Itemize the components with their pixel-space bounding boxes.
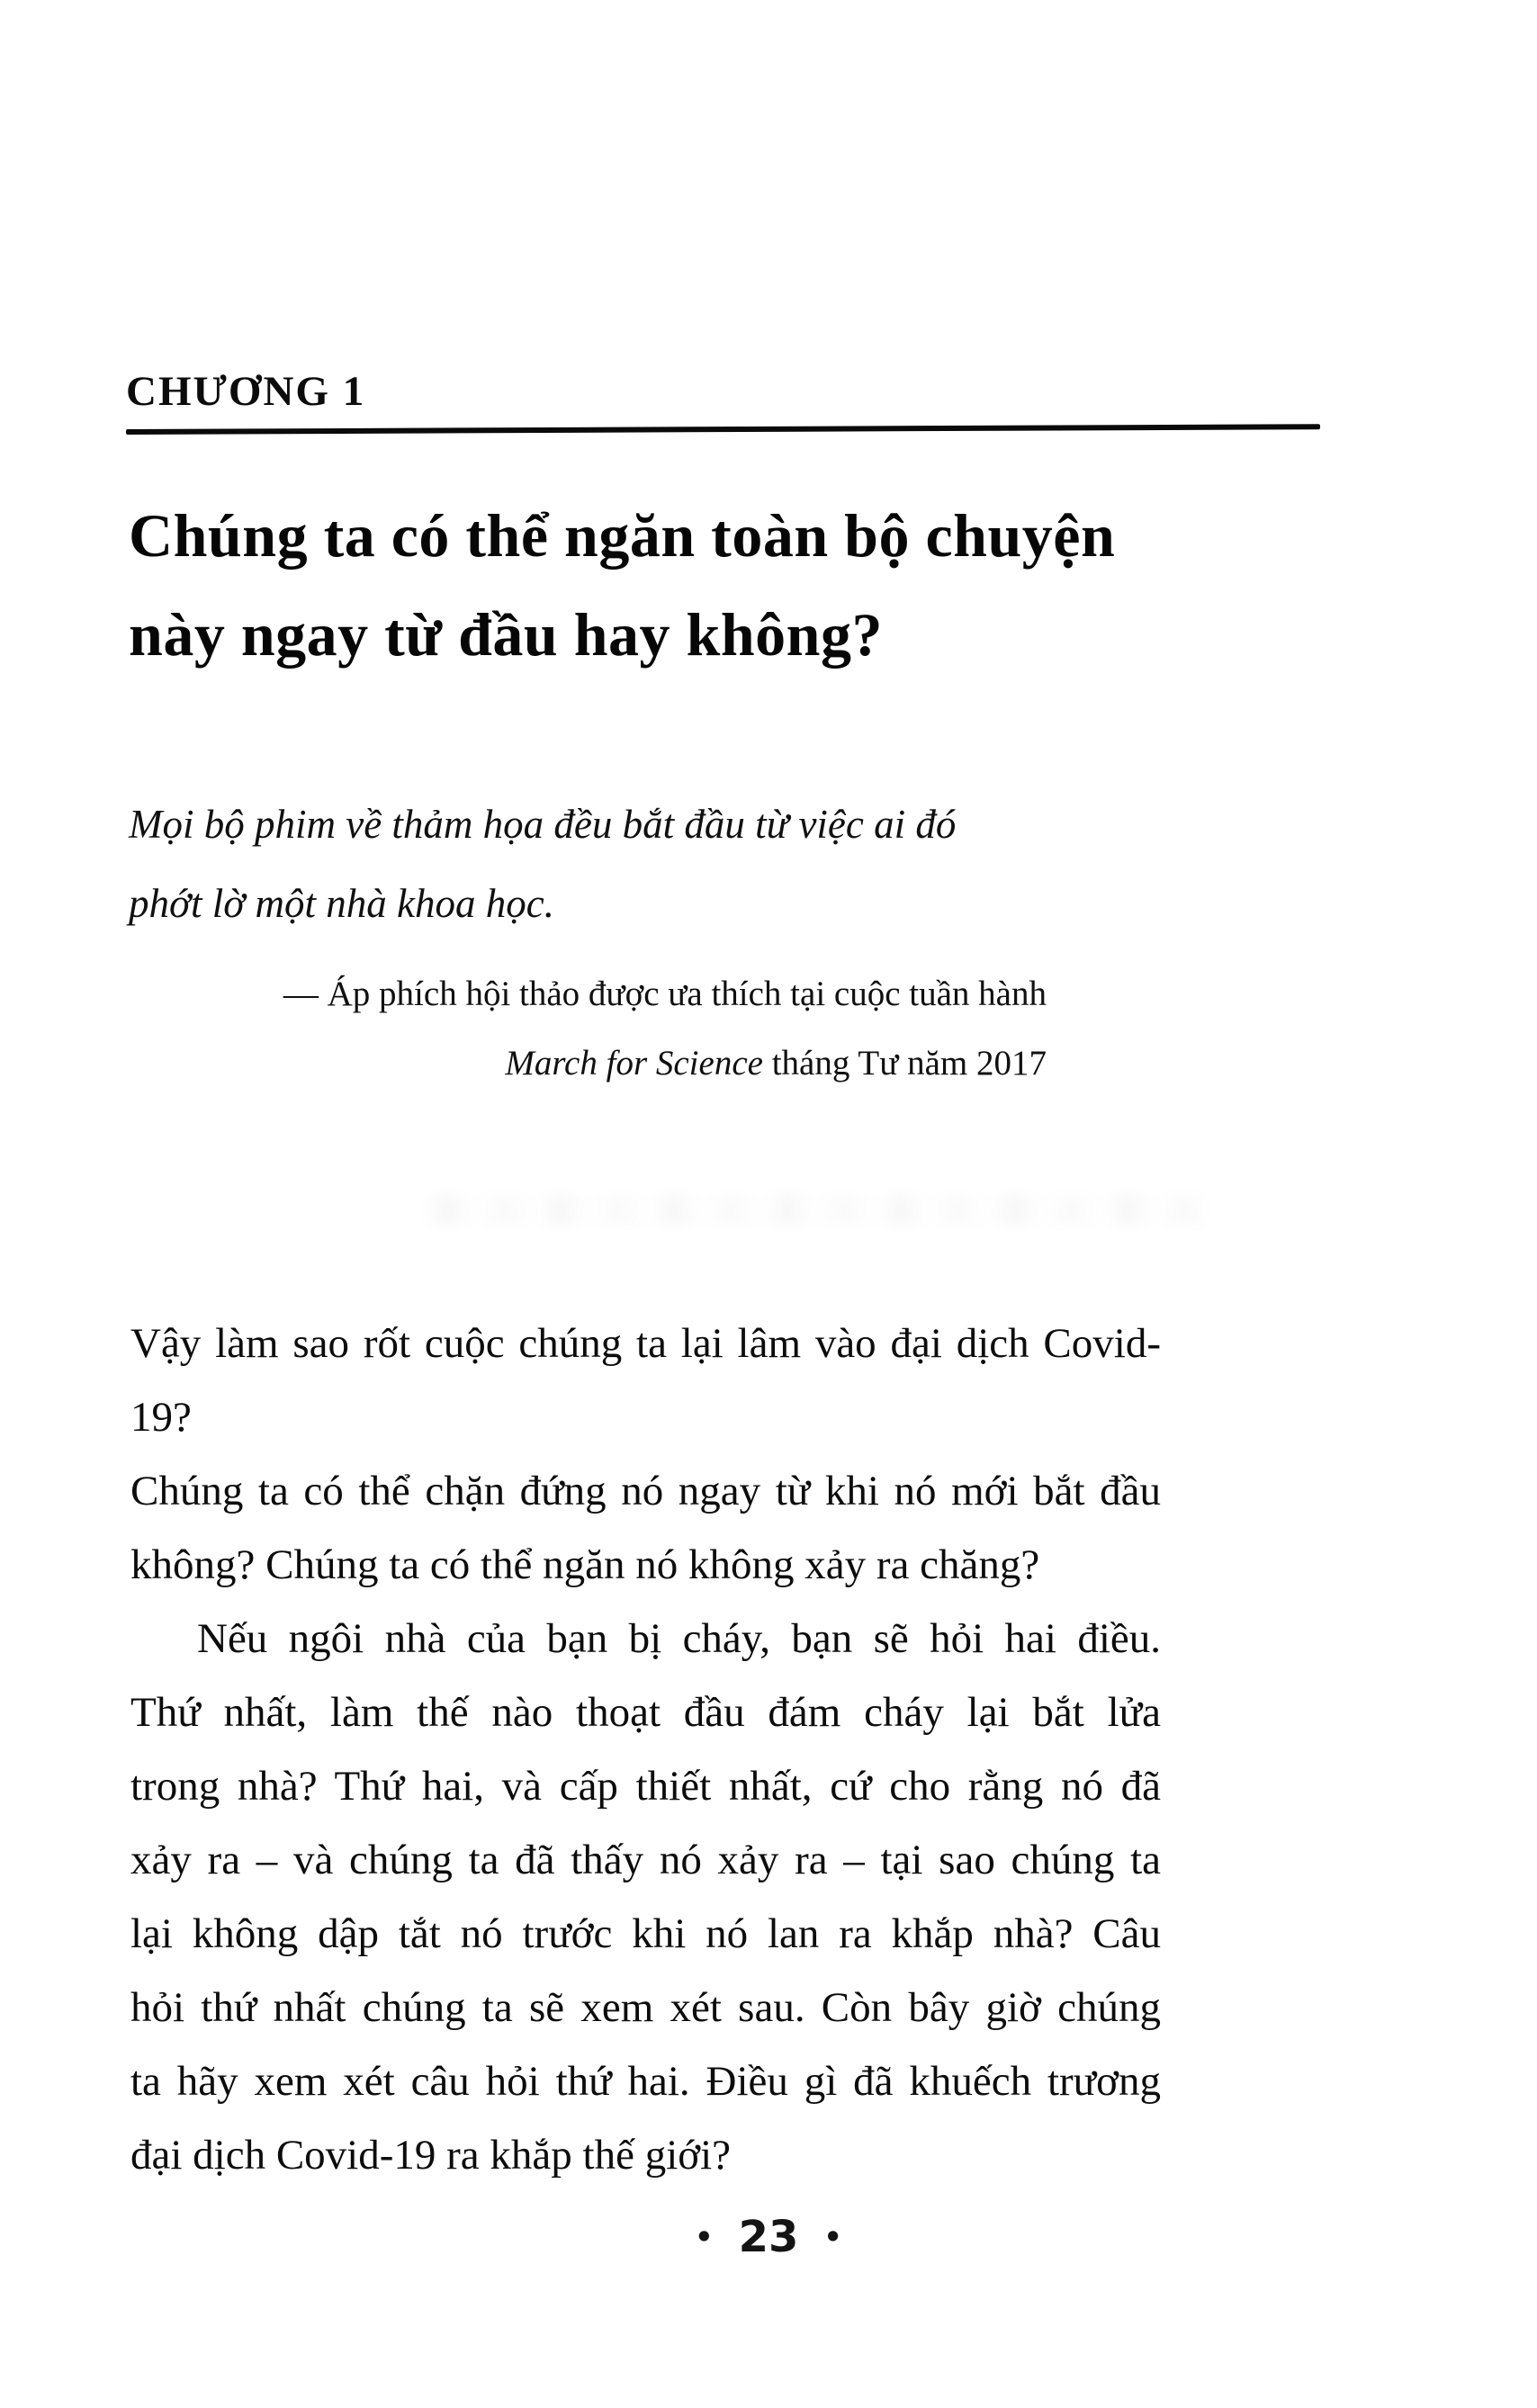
body-line: lại không dập tắt nó trước khi nó lan ra khắp nhà? Câu [130,1910,1161,1957]
attribution-line-2-rest: tháng Tư năm 2017 [762,1044,1047,1083]
attribution-work-title: March for Science [505,1044,763,1083]
body-line: Thứ nhất, làm thế nào thoạt đầu đám cháy lại bắt lửa [130,1689,1161,1736]
body-line: không? Chúng ta có thể ngăn nó không xảy ra chăng? [130,1541,1040,1588]
epigraph [129,785,956,943]
epigraph-attribution [130,959,1047,1098]
body-line: Chúng ta có thể chặn đứng nó ngay từ khi nó mới bắt đầu [130,1468,1161,1514]
page-number-value: 23 [738,2212,799,2262]
body-line: xảy ra – và chúng ta đã thấy nó xảy ra – tại sao chúng ta [130,1837,1161,1883]
chapter-title [129,486,1115,684]
body-line: đại dịch Covid-19 ra khắp thế giới? [130,2132,732,2179]
attribution-line-1: — Áp phích hội thảo được ưa thích tại cuộc tuần hành [283,975,1047,1013]
page-number-bullet-left: • [695,2220,714,2254]
chapter-rule [126,424,1320,435]
body-line: Vậy làm sao rốt cuộc chúng ta lại lâm vào đại dịch Covid-19? [130,1320,1161,1441]
chapter-title-line-1: Chúng ta có thể ngăn toàn bộ chuyện [129,501,1116,570]
page-number [0,2212,1537,2262]
epigraph-line-2: phớt lờ một nhà khoa học. [129,881,554,926]
body-text [130,1307,1161,2192]
scan-bleedthrough-smudge [423,1195,1206,1226]
body-line: Nếu ngôi nhà của bạn bị cháy, bạn sẽ hỏi hai điều. [197,1615,1161,1662]
body-line: trong nhà? Thứ hai, và cấp thiết nhất, cứ cho rằng nó đã [130,1763,1161,1810]
epigraph-line-1: Mọi bộ phim về thảm họa đều bắt đầu từ việc ai đó [129,802,957,847]
paragraph-2 [130,1602,1161,2192]
chapter-title-line-2: này ngay từ đầu hay không? [129,600,883,669]
page-number-bullet-right: • [823,2220,842,2254]
paragraph-1 [130,1307,1161,1602]
body-line: ta hãy xem xét câu hỏi thứ hai. Điều gì đã khuếch trương [130,2058,1161,2105]
attribution-line-2 [130,1029,1047,1098]
chapter-label: CHƯƠNG 1 [126,368,366,415]
body-line: hỏi thứ nhất chúng ta sẽ xem xét sau. Còn bây giờ chúng [130,1984,1161,2031]
